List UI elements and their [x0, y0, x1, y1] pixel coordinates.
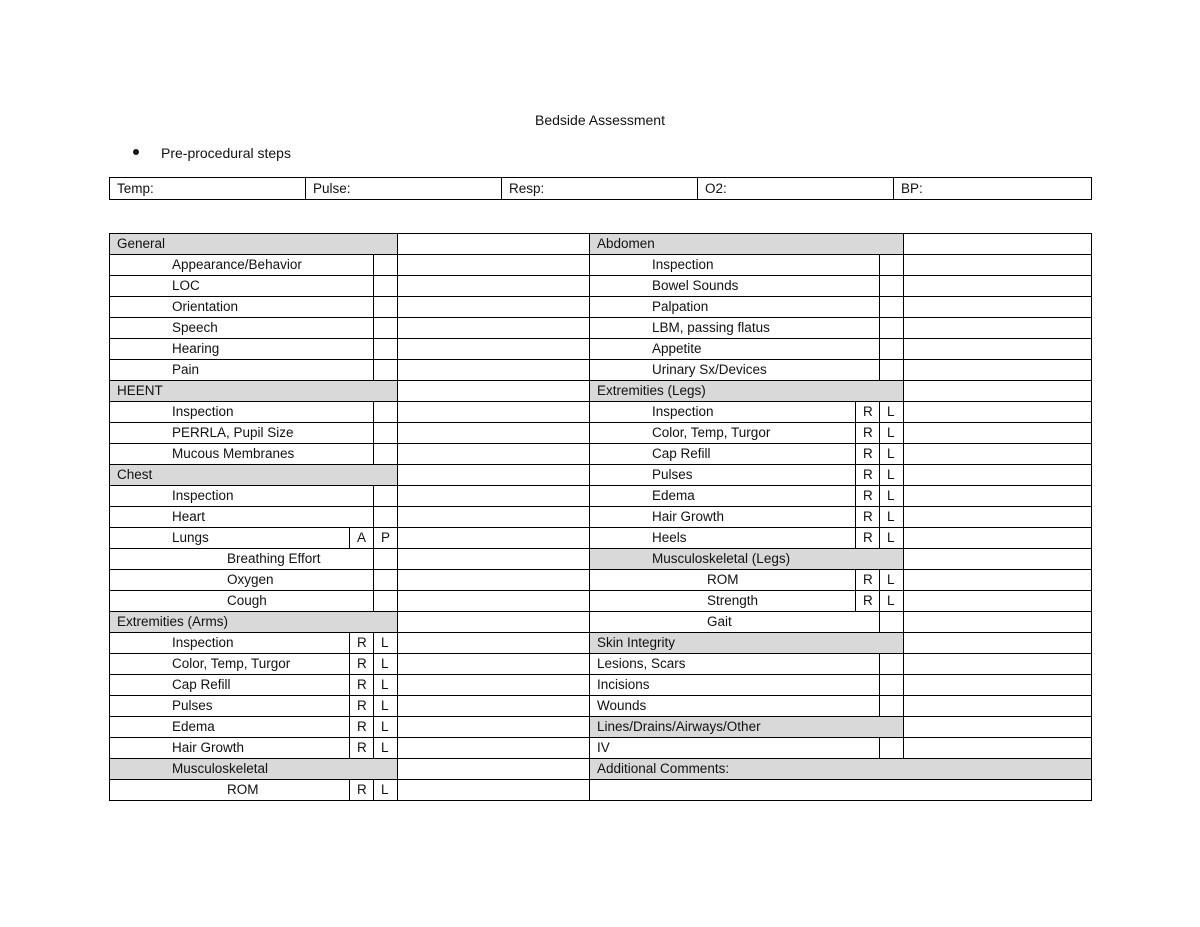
row-label: Inspection [110, 633, 350, 654]
notes-cell[interactable] [398, 591, 590, 612]
check-cell[interactable] [880, 738, 904, 759]
right-checkbox[interactable]: R [856, 570, 880, 591]
notes-cell[interactable] [398, 402, 590, 423]
notes-cell[interactable] [398, 465, 590, 486]
row-label: ROM [590, 570, 856, 591]
section-heent: HEENT [110, 381, 398, 402]
notes-cell[interactable] [904, 696, 1092, 717]
check-cell[interactable] [374, 507, 398, 528]
table-row [110, 528, 1092, 549]
left-checkbox[interactable]: L [880, 423, 904, 444]
notes-cell[interactable] [398, 360, 590, 381]
bullet-item [133, 145, 291, 161]
check-cell[interactable] [374, 486, 398, 507]
notes-cell[interactable] [398, 276, 590, 297]
check-cell[interactable] [880, 255, 904, 276]
right-checkbox[interactable]: R [856, 486, 880, 507]
notes-cell[interactable] [904, 402, 1092, 423]
row-label: Edema [110, 717, 350, 738]
check-cell[interactable] [374, 402, 398, 423]
notes-cell[interactable] [904, 549, 1092, 570]
notes-cell[interactable] [904, 444, 1092, 465]
table-row [110, 612, 1092, 633]
row-label: Cap Refill [110, 675, 350, 696]
notes-cell[interactable] [904, 738, 1092, 759]
right-checkbox[interactable]: R [856, 507, 880, 528]
table-row [110, 255, 1092, 276]
left-checkbox[interactable]: L [880, 528, 904, 549]
vital-pulse[interactable]: Pulse: [306, 178, 502, 200]
section-additional-comments: Additional Comments: [590, 759, 1092, 780]
left-checkbox[interactable]: L [880, 507, 904, 528]
anterior-checkbox[interactable]: A [350, 528, 374, 549]
right-checkbox[interactable]: R [856, 591, 880, 612]
left-checkbox[interactable]: L [374, 633, 398, 654]
row-label: Bowel Sounds [590, 276, 880, 297]
section-musculoskeletal-legs: Musculoskeletal (Legs) [590, 549, 904, 570]
bullet-icon [133, 149, 139, 155]
left-checkbox[interactable]: L [880, 486, 904, 507]
left-checkbox[interactable]: L [374, 738, 398, 759]
notes-cell[interactable] [398, 780, 590, 801]
left-checkbox[interactable]: L [374, 654, 398, 675]
notes-cell[interactable] [904, 423, 1092, 444]
comments-field[interactable] [590, 780, 1092, 801]
row-label: Mucous Membranes [110, 444, 374, 465]
table-row [110, 444, 1092, 465]
bullet-text: Pre-procedural steps [161, 145, 291, 161]
left-checkbox[interactable]: L [880, 591, 904, 612]
row-label: Speech [110, 318, 374, 339]
check-cell[interactable] [374, 318, 398, 339]
row-label: Breathing Effort [110, 549, 374, 570]
notes-cell[interactable] [904, 339, 1092, 360]
right-checkbox[interactable]: R [350, 696, 374, 717]
section-musculoskeletal: Musculoskeletal [110, 759, 398, 780]
notes-cell[interactable] [398, 423, 590, 444]
notes-cell[interactable] [904, 234, 1092, 255]
notes-cell[interactable] [398, 297, 590, 318]
check-cell[interactable] [880, 654, 904, 675]
notes-cell[interactable] [398, 738, 590, 759]
notes-cell[interactable] [398, 486, 590, 507]
left-checkbox[interactable]: L [374, 696, 398, 717]
notes-cell[interactable] [398, 507, 590, 528]
notes-cell[interactable] [904, 570, 1092, 591]
notes-cell[interactable] [904, 612, 1092, 633]
vital-bp[interactable]: BP: [894, 178, 1092, 200]
notes-cell[interactable] [904, 591, 1092, 612]
notes-cell[interactable] [904, 465, 1092, 486]
row-label: Oxygen [110, 570, 374, 591]
table-row [110, 276, 1092, 297]
table-row [110, 633, 1092, 654]
left-checkbox[interactable]: L [880, 402, 904, 423]
section-lines-drains: Lines/Drains/Airways/Other [590, 717, 904, 738]
notes-cell[interactable] [398, 654, 590, 675]
table-row [110, 423, 1092, 444]
notes-cell[interactable] [398, 339, 590, 360]
left-checkbox[interactable]: L [880, 570, 904, 591]
table-row [110, 717, 1092, 738]
right-checkbox[interactable]: R [350, 780, 374, 801]
check-cell[interactable] [374, 423, 398, 444]
row-label: Pain [110, 360, 374, 381]
check-cell[interactable] [374, 339, 398, 360]
table-row [110, 402, 1092, 423]
row-label: Inspection [110, 486, 374, 507]
left-checkbox[interactable]: L [374, 675, 398, 696]
check-cell[interactable] [374, 570, 398, 591]
row-label: Pulses [110, 696, 350, 717]
notes-cell[interactable] [904, 528, 1092, 549]
notes-cell[interactable] [398, 528, 590, 549]
table-row [110, 486, 1092, 507]
left-checkbox[interactable]: L [374, 780, 398, 801]
check-cell[interactable] [374, 297, 398, 318]
row-label: LBM, passing flatus [590, 318, 880, 339]
notes-cell[interactable] [904, 486, 1092, 507]
section-extremities-arms: Extremities (Arms) [110, 612, 398, 633]
check-cell[interactable] [880, 297, 904, 318]
notes-cell[interactable] [904, 255, 1092, 276]
row-label: Gait [590, 612, 880, 633]
right-checkbox[interactable]: R [350, 654, 374, 675]
right-checkbox[interactable]: R [856, 423, 880, 444]
right-checkbox[interactable]: R [350, 717, 374, 738]
check-cell[interactable] [880, 276, 904, 297]
row-label: Pulses [590, 465, 856, 486]
notes-cell[interactable] [398, 444, 590, 465]
notes-cell[interactable] [904, 381, 1092, 402]
notes-cell[interactable] [398, 759, 590, 780]
check-cell[interactable] [880, 675, 904, 696]
row-label: LOC [110, 276, 374, 297]
table-row [110, 675, 1092, 696]
check-cell[interactable] [374, 360, 398, 381]
table-row [110, 381, 1092, 402]
notes-cell[interactable] [398, 717, 590, 738]
table-row [110, 738, 1092, 759]
left-checkbox[interactable]: L [374, 717, 398, 738]
notes-cell[interactable] [398, 318, 590, 339]
check-cell[interactable] [374, 591, 398, 612]
row-label: Orientation [110, 297, 374, 318]
row-label: Inspection [590, 255, 880, 276]
row-label: PERRLA, Pupil Size [110, 423, 374, 444]
notes-cell[interactable] [398, 633, 590, 654]
table-row [110, 549, 1092, 570]
table-row [110, 339, 1092, 360]
check-cell[interactable] [880, 318, 904, 339]
row-label: Appearance/Behavior [110, 255, 374, 276]
page-title: Bedside Assessment [535, 112, 665, 128]
row-label: Cough [110, 591, 374, 612]
table-row [110, 297, 1092, 318]
row-label: IV [590, 738, 880, 759]
row-label: ROM [110, 780, 350, 801]
notes-cell[interactable] [398, 570, 590, 591]
row-label: Cap Refill [590, 444, 856, 465]
right-checkbox[interactable]: R [856, 444, 880, 465]
row-label: Color, Temp, Turgor [590, 423, 856, 444]
table-row [110, 360, 1092, 381]
check-cell[interactable] [374, 276, 398, 297]
row-label: Color, Temp, Turgor [110, 654, 350, 675]
check-cell[interactable] [374, 444, 398, 465]
notes-cell[interactable] [904, 717, 1092, 738]
row-label: Hair Growth [590, 507, 856, 528]
check-cell[interactable] [374, 255, 398, 276]
row-label-lungs: Lungs [110, 528, 350, 549]
row-label: Incisions [590, 675, 880, 696]
notes-cell[interactable] [904, 675, 1092, 696]
notes-cell[interactable] [398, 381, 590, 402]
table-row [110, 780, 1092, 801]
row-label: Lesions, Scars [590, 654, 880, 675]
row-label: Strength [590, 591, 856, 612]
right-checkbox[interactable]: R [350, 675, 374, 696]
section-general: General [110, 234, 398, 255]
table-row [110, 234, 1092, 255]
check-cell[interactable] [880, 339, 904, 360]
section-skin-integrity: Skin Integrity [590, 633, 904, 654]
vitals-row [110, 178, 1092, 200]
left-checkbox[interactable]: L [880, 444, 904, 465]
table-row [110, 465, 1092, 486]
right-checkbox[interactable]: R [856, 465, 880, 486]
row-label: Heels [590, 528, 856, 549]
notes-cell[interactable] [398, 549, 590, 570]
notes-cell[interactable] [904, 654, 1092, 675]
right-checkbox[interactable]: R [350, 738, 374, 759]
vital-resp[interactable]: Resp: [502, 178, 698, 200]
row-label: Palpation [590, 297, 880, 318]
table-row [110, 318, 1092, 339]
row-label: Appetite [590, 339, 880, 360]
notes-cell[interactable] [398, 234, 590, 255]
table-row [110, 570, 1092, 591]
table-row [110, 759, 1092, 780]
section-extremities-legs: Extremities (Legs) [590, 381, 904, 402]
posterior-checkbox[interactable]: P [374, 528, 398, 549]
section-chest: Chest [110, 465, 398, 486]
notes-cell[interactable] [904, 507, 1092, 528]
notes-cell[interactable] [904, 633, 1092, 654]
notes-cell[interactable] [398, 675, 590, 696]
row-label: Wounds [590, 696, 880, 717]
row-label: Edema [590, 486, 856, 507]
table-row [110, 507, 1092, 528]
notes-cell[interactable] [904, 318, 1092, 339]
row-label: Hair Growth [110, 738, 350, 759]
notes-cell[interactable] [398, 612, 590, 633]
notes-cell[interactable] [398, 255, 590, 276]
vital-temp[interactable]: Temp: [110, 178, 306, 200]
table-row [110, 654, 1092, 675]
notes-cell[interactable] [904, 276, 1092, 297]
row-label: Inspection [110, 402, 374, 423]
check-cell[interactable] [880, 360, 904, 381]
table-row [110, 696, 1092, 717]
notes-cell[interactable] [398, 696, 590, 717]
left-checkbox[interactable]: L [880, 465, 904, 486]
section-abdomen: Abdomen [590, 234, 904, 255]
notes-cell[interactable] [904, 297, 1092, 318]
assessment-table [109, 233, 1092, 801]
check-cell[interactable] [880, 612, 904, 633]
vital-o2[interactable]: O2: [698, 178, 894, 200]
notes-cell[interactable] [904, 360, 1092, 381]
check-cell[interactable] [880, 696, 904, 717]
check-cell[interactable] [374, 549, 398, 570]
table-row [110, 591, 1092, 612]
right-checkbox[interactable]: R [350, 633, 374, 654]
right-checkbox[interactable]: R [856, 402, 880, 423]
row-label: Hearing [110, 339, 374, 360]
row-label: Urinary Sx/Devices [590, 360, 880, 381]
right-checkbox[interactable]: R [856, 528, 880, 549]
row-label: Inspection [590, 402, 856, 423]
vitals-table [109, 177, 1092, 200]
row-label: Heart [110, 507, 374, 528]
